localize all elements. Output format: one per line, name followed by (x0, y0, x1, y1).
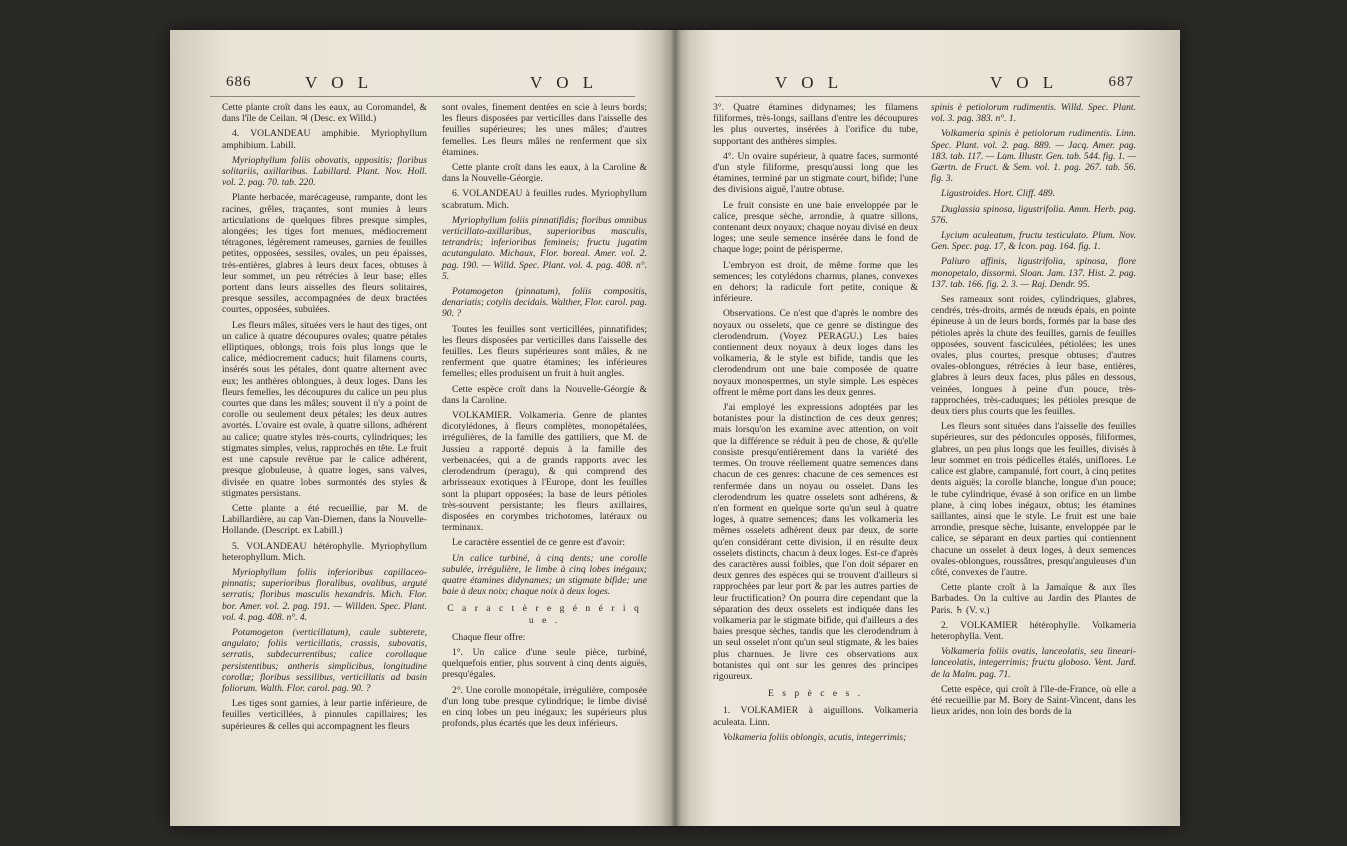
paragraph: 1. VOLKAMIER à aiguillons. Volkameria aculeata. Linn. (713, 705, 918, 728)
paragraph: Cette espèce, qui croît à l'île-de-France, où elle a été recueillie par M. Bory de Saint-Vincent, dans les lieux arides, non loin des bords de la (931, 683, 1136, 718)
paragraph: Cette plante croît dans les eaux, au Coromandel, & dans l'île de Ceilan. ♃ (Desc. ex Willd.) (222, 102, 427, 125)
paragraph: Myriophyllum foliis obovatis, oppositis; floribus solitariis, axillaribus. Labillard. Plant. Nov. Holl. vol. 2. pag. 70. tab. 220. (222, 154, 427, 189)
paragraph: L'embryon est droit, de même forme que les semences; les cotylédons charnus, planes, convexes en dehors; la radicule fort petite, conique & inférieure. (713, 259, 918, 305)
paragraph: 2. VOLKAMIER hétérophylle. Volkameria heterophylla. Vent. (931, 619, 1136, 642)
right-page-column-2 (931, 102, 1136, 721)
left-page-column-1 (222, 102, 427, 736)
section-heading: C a r a c t è r e g é n é r i q u e . (447, 603, 642, 626)
paragraph: Plante herbacée, marécageuse, rampante, dont les racines, grêles, traçantes, sont munies à leurs articulations de quelques fibres presque simples, alongées; les tiges fort menues, médiocrement tétragones, légèrement rameuses, garnies de feuilles petites, opposées, sessiles, ovales, un peu épaisses, très-entières, glabres à leurs deux faces, obtuses à leur sommet, un peu rétrécies à leur base; elles portent dans leurs aisselles des fleurs solitaires, presque sessiles, accompagnées de deux bractées courtes, opposées, subulées. (222, 192, 427, 316)
paragraph: Cette plante croît à la Jamaïque & aux îles Barbades. On la cultive au Jardin des Plantes de Paris. ♄ (V. v.) (931, 582, 1136, 616)
right-page-column-1 (713, 102, 918, 747)
paragraph: Paliuro affinis, ligustrifolia, spinosa, flore monopetalo, dissormi. Sloan. Jam. 137. Hist. 2. pag. 137. tab. 166. fig. 2. 3. — Raj. Dendr. 95. (931, 256, 1136, 290)
left-running-head-right: V O L (530, 73, 599, 92)
left-running-head-left: V O L (305, 73, 374, 92)
paragraph: spinis è petiolorum rudimentis. Willd. Spec. Plant. vol. 3. pag. 383. n°. 1. (931, 102, 1136, 125)
paragraph: Myriophyllum foliis inferioribus capillaceo-pinnatis; superioribus floralibus, ovalibus, arguté serratis; floribus masculis hexandris. Mich. Flor. bor. Amer. vol. 2. pag. 191. — Willden. Spec. Plant. vol. 4. pag. 408. n°. 4. (222, 566, 427, 623)
left-page-header (210, 70, 635, 97)
paragraph: Les tiges sont garnies, à leur partie inférieure, de feuilles verticillées, à pinnules capillaires; les supérieures & celles qui accompagnent les fleurs (222, 698, 427, 732)
section-heading: E s p è c e s . (767, 688, 864, 700)
paragraph: J'ai employé les expressions adoptées par les botanistes pour la distinction de ces deux genres; mais lorsqu'on les examine avec attention, on voit que la différence se réduit à peu de chose, & qu'elle consiste presqu'entièrement dans la variété des termes. On trouve réellement quatre semences dans chacun de ces genres: chacune de ces semences est renfermée dans un noyau ou osselet. Dans les clerodendrum les quatre osselets sont adhérens, & n'en forment en quelque sorte qu'un seul à quatre loges, à quatre semences; dans les volkameria les mêmes osselets adhèrent deux par deux, de sorte qu'en considérant cette division, il en résulte deux osselets distincts, chacun à deux loges. Est-ce d'après des caractères aussi foibles, que l'on doit séparer en deux genres des espèces qui se trouvent d'ailleurs si rapprochées par leur port & par les autres parties de leur fructification? On pourra dire cependant que la séparation des deux osselets est indiquée dans les volkameria par le stigmate bifide, qui d'ailleurs a des baies presque sèches, tandis que les clerodendrum à un seul osselet n'ont qu'un seul stigmate, & les baies plus charnues. Je livre ces observations aux botanistes qui ont sur les genres des principes rigoureux. (713, 402, 918, 682)
paragraph: 3°. Quatre étamines didynames; les filamens filiformes, très-longs, saillans d'entre les découpures les plus ouvertes, insérées à l'orifice du tube, supportant des anthères simples. (713, 102, 918, 147)
left-page-column-2 (442, 102, 647, 733)
paragraph: Potamogeton (verticillatum), caule subterete, angulato; foliis verticillatis, crassis, subovatis, serratis, subdecurrentibus; calice corollaque persistentibus; antheris simplicibus, longitudine corollæ; floribus sessilibus, verticillatis ad basin foliorum. Walth. Flor. carol. pag. 90. ? (222, 626, 427, 694)
paragraph: Volkameria foliis ovatis, lanceolatis, seu lineari-lanceolatis, integerrimis; fructu globoso. Vent. Jard. de la Malm. pag. 71. (931, 646, 1136, 680)
paragraph: Les fleurs mâles, situées vers le haut des tiges, ont un calice à quatre découpures ovales; quatre pétales elliptiques, oblongs, trois fois plus longs que le calice, médiocrement caducs; huit filamens courts, insérés sous les pétales, dont quatre alternent avec eux; les anthères oblongues, à deux loges. Dans les fleurs femelles, les découpures du calice un peu plus courtes que dans les mâles; souvent il n'y a point de corolle ou seulement deux pétales; les deux autres avortés. L'ovaire est ovale, à quatre sillons, adhérent au calice; quatre styles très-courts, cylindriques; les stigmates simples, velus, rapprochés en tête. Le fruit est une capsule revêtue par le calice adhérent, presque globuleuse, à quatre loges, sans valves, divisée en quatre lobes surmontés des styles & stigmates persistans. (222, 319, 427, 499)
paragraph: Cette espèce croît dans la Nouvelle-Géorgie & dans la Caroline. (442, 383, 647, 406)
right-running-head-left: V O L (775, 73, 844, 92)
paragraph: Potamogeton (pinnatum), foliis compositis, denariatis; cotylis decidais. Walther, Flor. carol. pag. 90. ? (442, 286, 647, 320)
paragraph: sont ovales, finement dentées en scie à leurs bords; les fleurs disposées par verticilles dans l'aisselle des feuilles supérieures; les unes mâles; d'autres femelles. Les fleurs mâles ne renferment que six étamines. (442, 102, 647, 158)
paragraph: Le caractère essentiel de ce genre est d'avoir: (452, 537, 625, 549)
paragraph: 4°. Un ovaire supérieur, à quatre faces, surmonté d'un style filiforme, presqu'aussi long que les étamines, terminé par un stigmate court, bifide; l'une des divisions aiguë, l'autre obtuse. (713, 150, 918, 196)
right-page-number: 687 (1108, 74, 1134, 90)
paragraph: Chaque fleur offre: (452, 631, 526, 643)
paragraph: Duglassia spinosa, ligustrifolia. Amm. Herb. pag. 576. (931, 203, 1136, 226)
paragraph: Observations. Ce n'est que d'après le nombre des noyaux ou osselets, que ce genre se distingue des clerodendrum. (Voyez PERAGU.) Les baies contiennent deux noyaux à deux loges dans les volkameria, & le style est bifide, tandis que les clerodendrum ont une baie composée de quatre noyaux monospermes, un style simple. Les espèces offrent le même port dans les deux genres. (713, 308, 918, 398)
paragraph: 2°. Une corolle monopétale, irrégulière, composée d'un long tube presque cylindrique; le limbe divisé en cinq lobes un peu inégaux; les supérieurs plus profonds, plus écartés que les deux inférieurs. (442, 684, 647, 730)
paragraph: Myriophyllum foliis pinnatifidis; floribus omnibus verticillato-axillaribus, superioribus masculis, tetrandris; inferioribus femineis; fructu jugatim acutangulato. Michaux, Flor. boreal. Amer. vol. 2. pag. 190. — Willd. Spec. Plant. vol. 4. pag. 408. n°. 5. (442, 214, 647, 282)
paragraph: 1°. Un calice d'une seule pièce, turbiné, quelquefois entier, plus souvent à cinq dents aiguës, presqu'égales. (442, 646, 647, 681)
paragraph: 5. VOLANDEAU hétérophylle. Myriophyllum heterophyllum. Mich. (222, 540, 427, 563)
right-page-header (715, 70, 1140, 97)
paragraph: 6. VOLANDEAU à feuilles rudes. Myriophyllum scabratum. Mich. (442, 188, 647, 211)
right-running-head-right: V O L (990, 73, 1059, 92)
left-page-number: 686 (226, 74, 252, 90)
paragraph: Volkameria foliis oblongis, acutis, integerrimis; (723, 731, 907, 743)
paragraph: Volkameria spinis è petiolorum rudimentis. Linn. Spec. Plant. vol. 2. pag. 889. — Jacq. Amer. pag. 183. tab. 117. — Lam. Illustr. Gen. tab. 544. fig. 1. — Gærtn. de Fruct. & Sem. vol. 1. pag. 267. tab. 56. fig. 3. (931, 128, 1136, 185)
paragraph: Un calice turbiné, à cinq dents; une corolle subulée, irrégulière, le limbe à cinq lobes inégaux; quatre étamines didynames; un stigmate bifide; une baie à deux noix; chaque noix à deux loges. (442, 552, 647, 598)
paragraph: Cette plante croît dans les eaux, à la Caroline & dans la Nouvelle-Géorgie. (442, 162, 647, 185)
paragraph: Cette plante a été recueillie, par M. de Labillardière, au cap Van-Diemen, dans la Nouvelle-Hollande. (Descript. ex Labill.) (222, 502, 427, 537)
left-page (170, 30, 675, 826)
paragraph: Toutes les feuilles sont verticillées, pinnatifides; les fleurs disposées par verticilles dans l'aisselle des feuilles. Les fleurs supérieures sont mâles, & ne renferment que quatre étamines; les inférieures femelles; elles produisent un fruit à huit angles. (442, 323, 647, 380)
paragraph: Ses rameaux sont roides, cylindriques, glabres, cendrés, très-droits, armés de nœuds épais, en pointe épineuse à un de leurs bords, formés par la base des pétioles après la chute des feuilles, garnis de feuilles opposées, souvent fasciculées, pétiolées; les unes ovales, plus courtes, presque obtuses; d'autres ovales-oblongues, rétrécies à leur base, entières, glabres à leurs deux faces, plus pâles en dessous, veinées, longues à peine d'un pouce, très-rapprochées, très-caduques; les pétioles presque de deux tiers plus courts que les feuilles. (931, 294, 1136, 418)
paragraph: Le fruit consiste en une baie enveloppée par le calice, presque sèche, arrondie, à quatre sillons, contenant deux noyaux; chaque noyau divisé en deux loges; une seule semence insérée dans le fond de chaque loge; point de périsperme. (713, 199, 918, 256)
book-spread (170, 30, 1180, 826)
paragraph: VOLKAMIER. Volkameria. Genre de plantes dicotylédones, à fleurs complètes, monopétalées, irrégulières, de la famille des gattiliers, que M. de Jussieu a rapporté depuis à la famille des verbenacées, qui a de grands rapports avec les clerodendrum (peragu), & qui comprend des arbrisseaux exotiques à l'Europe, dont les feuilles sont la plupart opposées; la base de leurs pétioles très-souvent persistante; les fleurs axillaires, disposées en corymbes trichotomes, latéraux ou terminaux. (442, 410, 647, 534)
paragraph: 4. VOLANDEAU amphibie. Myriophyllum amphibium. Labill. (222, 128, 427, 151)
paragraph: Ligustroides. Hort. Cliff. 489. (941, 188, 1055, 200)
paragraph: Les fleurs sont situées dans l'aisselle des feuilles supérieures, sur des pédoncules opposés, filiformes, glabres, un peu plus longs que les feuilles, divisés à leur sommet en trois pédicelles étalés, uniflores. Le calice est glabre, campanulé, fort court, à cinq petites dents aiguës; la corolle blanche, longue d'un pouce; le tube cylindrique, évasé à son orifice en un limbe plane, à cinq lobes inégaux, obtus; les étamines saillantes, ainsi que le style. Le fruit est une baie arrondie, presque sèche, luisante, enveloppée par le calice, se séparant en deux parties qui contiennent chacune un osselet à deux loges, à deux semences ovales-oblongues, roussâtres, presqu'anguleuses d'un côté, convexes de l'autre. (931, 421, 1136, 578)
paragraph: Lycium aculeatum, fructu testiculato. Plum. Nov. Gen. Spec. pag. 17, & Icon. pag. 164. fig. 1. (931, 230, 1136, 253)
right-page (675, 30, 1180, 826)
